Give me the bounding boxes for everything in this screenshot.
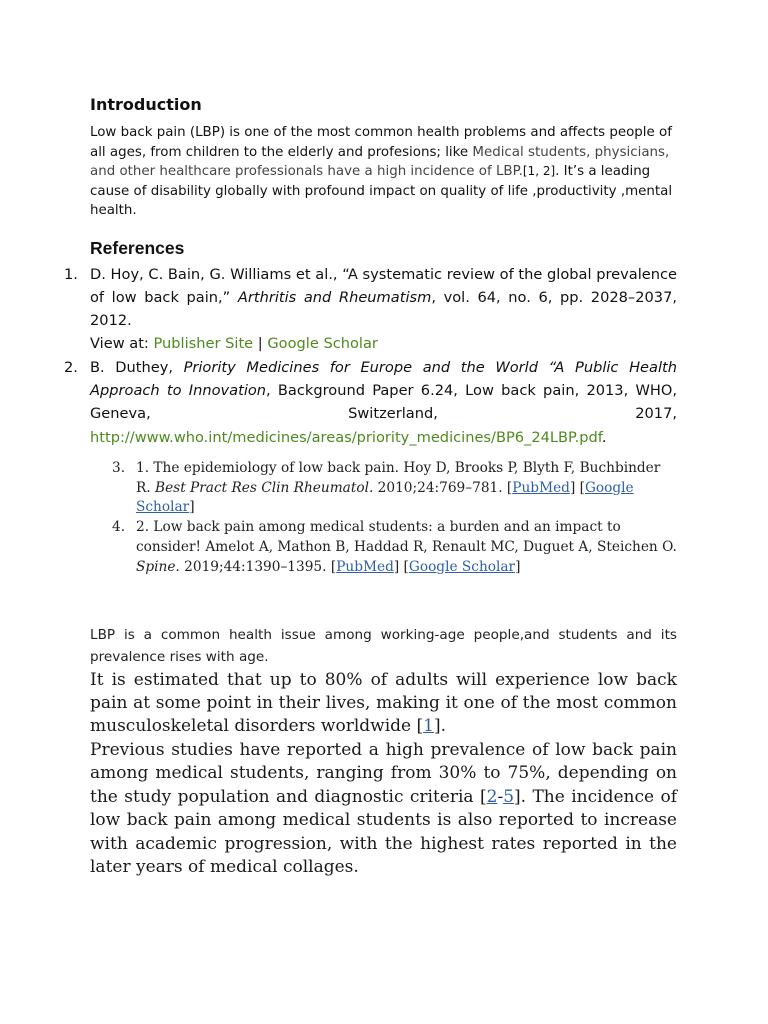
students-text: Previous studies have reported a high prevalence of low back pain among medical students, ranging from 30% to 75%, depending on the study population and diagnostic criteria [: [90, 739, 677, 807]
reference-item: [64, 263, 678, 356]
citation-link-1[interactable]: 1: [423, 716, 434, 737]
reference-number: 4.: [112, 519, 126, 536]
reference-number: 3.: [112, 459, 126, 476]
prevalence-text: It is estimated that up to 80% of adults will experience low back pain at some point in their lives, making it one of the most common musculoskeletal disorders worldwide [: [90, 669, 677, 737]
intro-text-end: . It’s a leading cause of disability globally with profound impact on quality of life ,productivity ,mental health.: [90, 164, 673, 218]
lbp-paragraph: LBP is a common health issue among working-age people,and students and its prevalence rises with age.: [90, 626, 677, 666]
reference-authors: D. Hoy, C. Bain, G. Williams et al., “A systematic review of the global prevalence of low back pain,”: [90, 265, 677, 306]
citation-dash: -: [497, 786, 504, 807]
reference-title: Priority Medicines for Europe and the World “A Public Health Approach to Innovation: [90, 358, 677, 399]
reference-journal: Best Pract Res Clin Rheumatol.: [155, 479, 374, 496]
google-scholar-link[interactable]: Google Scholar: [267, 335, 378, 353]
pubmed-link[interactable]: PubMed: [336, 558, 394, 575]
google-scholar-link[interactable]: Google Scholar: [408, 558, 516, 575]
document-page: [64, 95, 678, 879]
reference-journal: Arthritis and Rheumatism: [237, 288, 432, 306]
bracket-sep: ] [: [569, 479, 585, 496]
view-at-label: View at:: [90, 335, 154, 353]
publisher-site-link[interactable]: Publisher Site: [153, 335, 254, 353]
reference-journal: Spine.: [136, 558, 180, 575]
reference-details: , Background Paper 6.24, Low back pain, 2013, WHO, Geneva, Switzerland, 2017,: [90, 381, 677, 423]
bracket-sep: ] [: [393, 558, 409, 575]
citation-link-2[interactable]: 2: [486, 786, 498, 807]
prevalence-text-end: ].: [433, 716, 447, 737]
pubmed-link[interactable]: PubMed: [512, 479, 570, 496]
intro-citation: [1, 2]: [522, 164, 556, 178]
introduction-paragraph: [90, 123, 677, 221]
reference-item: [64, 356, 677, 449]
reference-end: .: [601, 428, 607, 446]
reference-text: 1. The epidemiology of low back pain. Hoy D, Brooks P, Blyth F, Buchbinder R.: [136, 459, 661, 496]
reference-details: 2010;24:769–781. [: [373, 479, 513, 496]
references-list: [64, 263, 678, 449]
reference-authors: B. Duthey,: [90, 358, 184, 376]
reference-item: [112, 518, 677, 577]
reference-details: , vol. 64, no. 6, pp. 2028–2037, 2012.: [90, 288, 678, 330]
pubmed-references-list: [90, 459, 677, 578]
who-url-link[interactable]: http://www.who.int/medicines/areas/priority_medicines/BP6_24LBP.pdf: [90, 428, 602, 446]
reference-details: 2019;44:1390–1395. [: [179, 558, 337, 575]
reference-number: 1.: [64, 265, 78, 283]
prevalence-paragraph: [90, 669, 677, 739]
bracket-end: ]: [189, 499, 195, 516]
google-scholar-link[interactable]: Google Scholar: [136, 479, 634, 516]
bracket-end: ]: [515, 558, 521, 575]
reference-item: [112, 459, 677, 518]
references-heading: References: [90, 237, 185, 258]
link-separator: |: [253, 335, 268, 353]
reference-number: 2.: [64, 358, 78, 376]
introduction-heading: Introduction: [90, 95, 202, 114]
citation-link-5[interactable]: 5: [503, 786, 515, 807]
students-text-end: ]. The incidence of low back pain among medical students is also reported to increase with academic progression, with the highest rates reported in the later years of medical collages.: [90, 786, 677, 877]
intro-text-start: Low back pain (LBP) is one of the most common health problems and affects people of all ages, from children to the elderly and profesions; like: [90, 125, 672, 160]
medical-students-paragraph: [90, 739, 677, 879]
reference-text: 2. Low back pain among medical students: a burden and an impact to consider! Amelot A, Mathon B, Haddad R, Renault MC, Duguet A, Steichen O.: [136, 519, 677, 556]
intro-text-gray: Medical students, physicians, and other healthcare professionals have a high incidence of LBP.: [90, 144, 670, 179]
